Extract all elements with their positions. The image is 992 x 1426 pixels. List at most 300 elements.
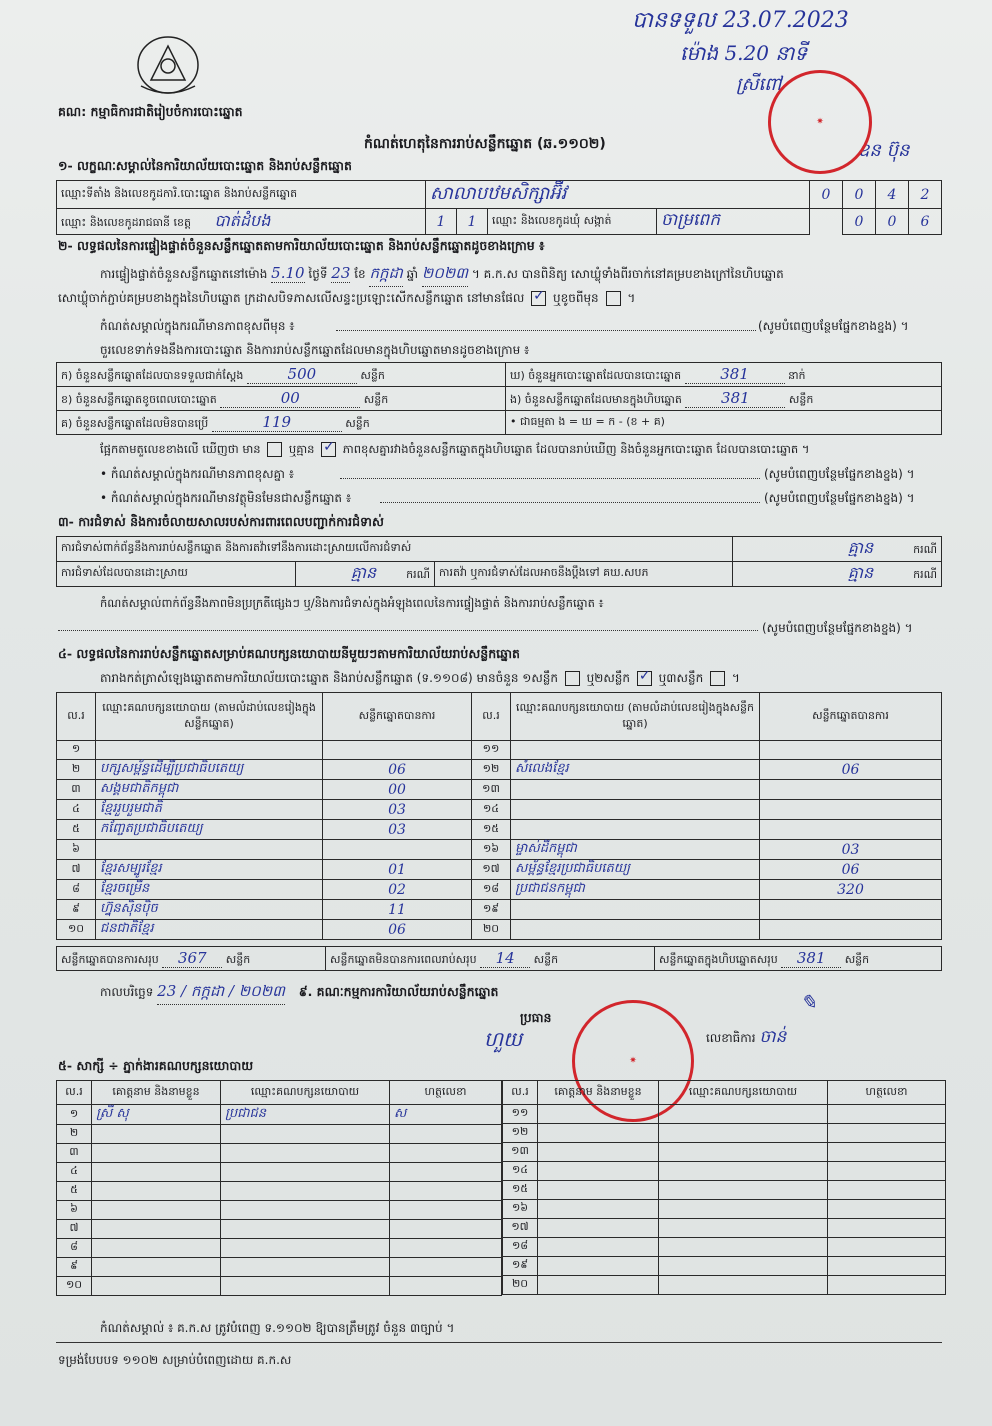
section3-heading: ៣- ការជំទាស់ និងការចំលាយសាលរបស់ការពារពេលបញ្ជាក់ការជំទាស់ bbox=[58, 514, 384, 529]
witness-party[interactable] bbox=[221, 1182, 390, 1201]
witness-party[interactable] bbox=[659, 1162, 828, 1181]
party-name: ខ្មែរសម្បូរខ្មែរ bbox=[96, 860, 323, 880]
witness-party[interactable] bbox=[221, 1125, 390, 1144]
day-label: ថ្ងៃទី bbox=[308, 267, 328, 281]
witness-party[interactable] bbox=[221, 1163, 390, 1182]
row-number: ១៥ bbox=[503, 1181, 538, 1200]
in-box-label: ង) ចំនួនសន្លឹកឆ្នោតដែលមានក្នុងហិបឆ្នោត bbox=[510, 392, 682, 406]
seal-text: សោឃ្លុំចាក់ភ្ជាប់គម្របខាងក្នុងនៃហិបឆ្នោត ក្រដាសបិទភាសលើសន្ទះប្រឡោះសើកសន្លឹកឆ្នោត នៅមានផែល bbox=[58, 291, 525, 305]
party-name: ខ្មែររួបរួមជាតិ bbox=[96, 800, 323, 820]
unit-label: សន្លឹក bbox=[533, 952, 559, 966]
unit-label: សន្លឹក bbox=[788, 392, 814, 406]
site-code-digit: 0 bbox=[810, 181, 843, 209]
row-number: ១៨ bbox=[472, 880, 511, 900]
witness-party[interactable] bbox=[221, 1144, 390, 1163]
row-number: ៩ bbox=[57, 1258, 92, 1277]
party-name bbox=[511, 900, 760, 920]
witness-party[interactable] bbox=[659, 1276, 828, 1295]
difference-note-line[interactable] bbox=[336, 330, 756, 331]
site-value: សាលាបឋមសិក្សាអ៊ីវ bbox=[426, 181, 810, 209]
row-number: ៨ bbox=[57, 1239, 92, 1258]
witness-row bbox=[57, 1163, 502, 1182]
party-name bbox=[96, 840, 323, 860]
witness-signature[interactable] bbox=[390, 1201, 502, 1220]
emblem-icon bbox=[135, 34, 201, 96]
result-row bbox=[57, 800, 942, 820]
witness-table-left bbox=[56, 1080, 502, 1296]
witness-name[interactable] bbox=[92, 1258, 221, 1277]
date-value: 23 / កក្កដា / ២០២៣ bbox=[157, 982, 285, 1005]
col-no: ល.រ bbox=[503, 1081, 538, 1105]
party-name: ជនជាតិខ្មែរ bbox=[96, 920, 323, 940]
received-date: បានទទួល 23.07.2023 bbox=[632, 8, 849, 33]
party-name bbox=[511, 780, 760, 800]
party-name: កញ្ចែតប្រជាធិបតេយ្យ bbox=[96, 820, 323, 840]
three-sheet-checkbox[interactable] bbox=[710, 671, 725, 686]
witness-row bbox=[57, 1201, 502, 1220]
row-number: ២ bbox=[57, 1125, 92, 1144]
result-row bbox=[57, 860, 942, 880]
row-number: ១៣ bbox=[503, 1143, 538, 1162]
col-no: ល.រ bbox=[472, 693, 511, 741]
row-number: ៧ bbox=[57, 860, 96, 880]
verification-rest: ។ គ.ក.ស បានពិនិត្យ សោឃ្លុំទាំងពីរចាក់នៅគម្របខាងក្រៅនៃហិបឆ្នោត bbox=[471, 267, 784, 281]
witness-name[interactable] bbox=[538, 1124, 659, 1143]
row-number: ១៧ bbox=[503, 1219, 538, 1238]
result-row bbox=[57, 820, 942, 840]
discrepancy-no-checkbox[interactable] bbox=[321, 442, 336, 457]
witness-row bbox=[503, 1219, 946, 1238]
party-votes: 03 bbox=[760, 840, 942, 860]
sheet-count-line: តារាងកត់ត្រាសំឡេងឆ្នោតតាមការិយាល័យបោះឆ្នោត និងរាប់សន្លឹកឆ្នោត (ទ.១១០៨) មានចំនួន ១សន្លឹក ឬ២សន្លឹក ✓ ឬ៣សន្លឹក ។ bbox=[100, 670, 740, 688]
witness-signature[interactable] bbox=[390, 1258, 502, 1277]
resolved-label: ការជំទាស់ដែលបានដោះស្រាយ bbox=[57, 562, 296, 587]
section4-heading: ៤- លទ្ធផលនៃការរាប់សន្លឹកឆ្នោតសម្រាប់គណបក្សនយោបាយនីមួយៗតាមការិយាល័យរាប់សន្លឹកឆ្នោត bbox=[58, 646, 520, 661]
site-code-digit: 4 bbox=[876, 181, 909, 209]
irregularity-note-line[interactable] bbox=[58, 630, 758, 631]
party-name: បក្សសម្ព័ន្ធដើម្បីប្រជាធិបតេយ្យ bbox=[96, 760, 323, 780]
date-label: កាលបរិច្ឆេទ bbox=[100, 985, 154, 999]
row-number: ១៥ bbox=[472, 820, 511, 840]
difference-note-label: កំណត់សម្គាល់ក្នុងករណីមានភាពខុសពីមុន ៖ bbox=[100, 319, 295, 333]
unit-label: សន្លឹក bbox=[360, 368, 385, 382]
province-value: បាត់ដំបង bbox=[214, 210, 271, 230]
counting-committee-label: ៩. គណៈកម្មការការិយាល័យរាប់សន្លឹកឆ្នោត bbox=[298, 984, 499, 999]
witness-row bbox=[503, 1143, 946, 1162]
row-number: ១ bbox=[57, 1105, 92, 1125]
total-valid-label: សន្លឹកឆ្នោតបានការសរុប bbox=[61, 952, 159, 966]
footnote: កំណត់សម្គាល់ ៖ គ.ក.ស ត្រូវបំពេញ ទ.១១០២ ឱ្យបានត្រឹមត្រូវ ចំនួន ៣ច្បាប់ ។ bbox=[100, 1321, 455, 1335]
complaints-table bbox=[56, 536, 942, 587]
spoiled-value: 00 bbox=[220, 389, 360, 408]
official-stamp-bottom: ✷ bbox=[572, 1000, 694, 1122]
col-votes: សន្លឹកឆ្នោតបានការ bbox=[760, 693, 942, 741]
one-sheet-checkbox[interactable] bbox=[565, 671, 580, 686]
voters-label: ឃ) ចំនួនអ្នកបោះឆ្នោតដែលបានបោះឆ្នោត bbox=[510, 368, 682, 382]
witness-signature[interactable] bbox=[828, 1257, 946, 1276]
row-number: ១២ bbox=[503, 1124, 538, 1143]
commune-label: ឈ្មោះ និងលេខកូដឃុំ សង្កាត់ bbox=[488, 209, 657, 235]
voters-value: 381 bbox=[685, 365, 785, 384]
witness-row bbox=[503, 1276, 946, 1295]
witness-party[interactable]: ប្រជាជន bbox=[221, 1105, 390, 1125]
col-party: ឈ្មោះគណបក្សនយោបាយ bbox=[221, 1081, 390, 1105]
witness-party[interactable] bbox=[659, 1181, 828, 1200]
seal-line: សោឃ្លុំចាក់ភ្ជាប់គម្របខាងក្នុងនៃហិបឆ្នោត ក្រដាសបិទភាសលើសន្ទះប្រឡោះសើកសន្លឹកឆ្នោត នៅមានផែល ✓ ឬខូចពីមុន ។ bbox=[58, 290, 635, 308]
witness-row bbox=[503, 1200, 946, 1219]
witness-signature[interactable] bbox=[828, 1124, 946, 1143]
witness-party[interactable] bbox=[659, 1257, 828, 1276]
total-invalid-label: សន្លឹកឆ្នោតមិនបានការពេលរាប់សរុប bbox=[330, 952, 477, 966]
section5-heading: ៥- សាក្សី ÷ ភ្នាក់ងារគណបក្សនយោបាយ bbox=[58, 1058, 254, 1073]
in-box-value: 381 bbox=[685, 389, 785, 408]
witness-name[interactable] bbox=[538, 1105, 659, 1124]
province-label: ឈ្មោះ និងលេខកូដរាជធានី ខេត្ត bbox=[61, 215, 191, 229]
witness-row bbox=[57, 1125, 502, 1144]
site-code-digit: 0 bbox=[843, 181, 876, 209]
party-votes: 00 bbox=[323, 780, 472, 800]
witness-signature[interactable] bbox=[390, 1220, 502, 1239]
fill-back-note: (សូមបំពេញបន្ថែមផ្នែកខាងខ្នង) ។ bbox=[758, 319, 909, 333]
witness-signature[interactable]: ស bbox=[390, 1105, 502, 1125]
witness-signature[interactable] bbox=[828, 1276, 946, 1295]
witness-row bbox=[503, 1238, 946, 1257]
witness-party[interactable] bbox=[221, 1258, 390, 1277]
witness-table-right bbox=[502, 1080, 946, 1295]
witness-signature[interactable] bbox=[390, 1182, 502, 1201]
party-name: សង្គមជាតិកម្ពុជា bbox=[96, 780, 323, 800]
party-votes: 11 bbox=[323, 900, 472, 920]
day-value: 23 bbox=[331, 264, 351, 282]
witness-party[interactable] bbox=[659, 1124, 828, 1143]
row-number: ៦ bbox=[57, 1201, 92, 1220]
party-votes: 06 bbox=[323, 760, 472, 780]
col-name: គោត្តនាម និងនាមខ្លួន bbox=[538, 1081, 659, 1105]
witness-signature[interactable] bbox=[828, 1181, 946, 1200]
row-number: ៦ bbox=[57, 840, 96, 860]
witness-name[interactable] bbox=[538, 1257, 659, 1276]
witness-party[interactable] bbox=[221, 1277, 390, 1296]
row-number: ៧ bbox=[57, 1220, 92, 1239]
fill-back-note: (សូមបំពេញបន្ថែមផ្នែកខាងខ្នង) ។ bbox=[762, 621, 913, 635]
counts-table bbox=[56, 362, 942, 435]
unit-label: សន្លឹក bbox=[844, 952, 870, 966]
party-votes bbox=[760, 780, 942, 800]
bullet-foreign-line[interactable] bbox=[380, 502, 760, 503]
witness-signature[interactable] bbox=[828, 1200, 946, 1219]
witness-name[interactable] bbox=[92, 1182, 221, 1201]
witness-signature[interactable] bbox=[390, 1163, 502, 1182]
party-votes: 02 bbox=[323, 880, 472, 900]
month-value: កក្កដា bbox=[369, 264, 402, 287]
witness-row bbox=[503, 1105, 946, 1124]
party-name: ប្រជាជនកម្ពុជា bbox=[511, 880, 760, 900]
party-votes: 01 bbox=[323, 860, 472, 880]
row-number: ១៤ bbox=[472, 800, 511, 820]
witness-name[interactable] bbox=[538, 1162, 659, 1181]
witness-party[interactable] bbox=[659, 1143, 828, 1162]
witness-row bbox=[503, 1257, 946, 1276]
formula: • ជាធម្មតា ង = ឃ = ក - (ខ + គ) bbox=[506, 411, 942, 435]
witness-name[interactable] bbox=[92, 1239, 221, 1258]
col-party: ឈ្មោះគណបក្សនយោបាយ (តាមលំដាប់លេខរៀងក្នុងសន្លឹកឆ្នោត) bbox=[511, 693, 760, 741]
witness-row bbox=[57, 1220, 502, 1239]
bullet-difference-line[interactable] bbox=[340, 478, 760, 479]
witness-signature[interactable] bbox=[828, 1219, 946, 1238]
receiver-signature-2: ឧន ប៊ុន bbox=[858, 140, 910, 161]
party-name: ហ្វ៊ុនស៊ិនប៉ិច bbox=[96, 900, 323, 920]
witness-signature[interactable] bbox=[828, 1143, 946, 1162]
verification-time-label: ការផ្ទៀងផ្ទាត់ចំនួនសន្លឹកឆ្នោតនៅម៉ោង bbox=[100, 267, 268, 281]
three-sheet-label: ឬ៣សន្លឹក bbox=[658, 671, 704, 685]
witness-row bbox=[57, 1277, 502, 1296]
case-label: ករណី bbox=[913, 543, 937, 556]
commune-code-digit: 0 bbox=[843, 209, 876, 235]
row-number: ១ bbox=[57, 741, 96, 760]
row-number: ១៤ bbox=[503, 1162, 538, 1181]
result-row bbox=[57, 760, 942, 780]
result-row bbox=[57, 840, 942, 860]
party-name: ខ្មែរចម្រើន bbox=[96, 880, 323, 900]
totals-table bbox=[56, 946, 942, 971]
case-label: ករណី bbox=[406, 568, 430, 581]
total-box-value: 381 bbox=[781, 949, 841, 968]
province-code-digit: 1 bbox=[426, 209, 457, 235]
col-no: ល.រ bbox=[57, 1081, 92, 1105]
receiver-signature: ស្រីពៅ bbox=[736, 74, 782, 95]
row-number: ១១ bbox=[472, 741, 511, 760]
row-number: ១០ bbox=[57, 1277, 92, 1296]
total-invalid-value: 14 bbox=[480, 949, 530, 968]
fill-back-note: (សូមបំពេញបន្ថែមផ្នែកខាងខ្នង) ។ bbox=[764, 491, 915, 505]
secretary-mark: ✎ bbox=[800, 990, 817, 1014]
two-sheet-label: ឬ២សន្លឹក bbox=[586, 671, 631, 685]
witness-party[interactable] bbox=[221, 1239, 390, 1258]
section1-heading: ១- លក្ខណៈសម្គាល់នៃការិយាល័យបោះឆ្នោត និងរាប់សន្លឹកឆ្នោត bbox=[58, 158, 352, 173]
bullet-difference: • កំណត់សម្គាល់ក្នុងករណីមានភាពខុសគ្នា ៖ bbox=[100, 467, 295, 481]
party-votes: 06 bbox=[760, 860, 942, 880]
damaged-label: ឬខូចពីមុន bbox=[552, 291, 599, 305]
witness-signature[interactable] bbox=[828, 1162, 946, 1181]
row-number: ២០ bbox=[472, 920, 511, 940]
row-number: ៩ bbox=[57, 900, 96, 920]
numbers-intro: ចួរលេខទាក់ទងនឹងការបោះឆ្នោត និងការរាប់សន្លឹកឆ្នោតដែលមានក្នុងហិបឆ្នោតមានដូចខាងក្រោម ៖ bbox=[100, 343, 530, 357]
party-votes: 06 bbox=[760, 760, 942, 780]
result-row bbox=[57, 920, 942, 940]
commune-code-digit: 0 bbox=[876, 209, 909, 235]
row-number: ៤ bbox=[57, 800, 96, 820]
discrepancy-line bbox=[100, 442, 809, 459]
party-name: សំលេងខ្មែរ bbox=[511, 760, 760, 780]
witness-party[interactable] bbox=[659, 1219, 828, 1238]
row-number: ១៨ bbox=[503, 1238, 538, 1257]
result-row bbox=[57, 780, 942, 800]
discrepancy-label: ផ្អែកតាមតួលេខខាងលើ ឃើញថា មាន bbox=[100, 442, 261, 456]
party-votes: 03 bbox=[323, 800, 472, 820]
row-number: ១២ bbox=[472, 760, 511, 780]
witness-name[interactable]: ស្រី សុ bbox=[92, 1105, 221, 1125]
party-votes bbox=[760, 741, 942, 760]
secretary-label: លេខាធិការ bbox=[706, 1031, 756, 1045]
unused-value: 119 bbox=[212, 413, 342, 432]
witness-name[interactable] bbox=[92, 1144, 221, 1163]
witness-party[interactable] bbox=[221, 1201, 390, 1220]
year-label: ឆ្នាំ bbox=[406, 267, 419, 281]
total-box-label: សន្លឹកឆ្នោតក្នុងហិបឆ្នោតសរុប bbox=[659, 952, 778, 966]
party-votes bbox=[760, 920, 942, 940]
witness-signature[interactable] bbox=[390, 1277, 502, 1296]
witness-signature[interactable] bbox=[828, 1105, 946, 1124]
witness-row bbox=[503, 1162, 946, 1181]
unit-label: សន្លឹក bbox=[345, 416, 370, 430]
row-number: ២០ bbox=[503, 1276, 538, 1295]
witness-name[interactable] bbox=[92, 1201, 221, 1220]
row-number: ១៩ bbox=[503, 1257, 538, 1276]
party-votes bbox=[760, 820, 942, 840]
col-party: ឈ្មោះគណបក្សនយោបាយ (តាមលំដាប់លេខរៀងក្នុងសន្លឹកឆ្នោត) bbox=[96, 693, 323, 741]
witness-signature[interactable] bbox=[390, 1239, 502, 1258]
row-number: ៥ bbox=[57, 1182, 92, 1201]
footer-divider bbox=[56, 1342, 942, 1343]
witness-party[interactable] bbox=[659, 1200, 828, 1219]
secretary-line bbox=[706, 1026, 786, 1051]
witness-signature[interactable] bbox=[828, 1238, 946, 1257]
party-votes bbox=[760, 900, 942, 920]
witness-name[interactable] bbox=[92, 1277, 221, 1296]
site-code-digit: 2 bbox=[909, 181, 942, 209]
party-votes: 320 bbox=[760, 880, 942, 900]
form-note: ទម្រង់បែបបទ ១១០២ សម្រាប់បំពេញដោយ គ.ក.ស bbox=[58, 1353, 292, 1367]
province-code-digit: 1 bbox=[457, 209, 488, 235]
unit-label: នាក់ bbox=[788, 368, 806, 382]
witness-row bbox=[57, 1239, 502, 1258]
party-name bbox=[511, 820, 760, 840]
official-stamp-top: ✷ bbox=[768, 70, 872, 174]
party-name bbox=[511, 920, 760, 940]
chairman-label: ប្រធាន bbox=[520, 1010, 552, 1025]
party-votes bbox=[323, 840, 472, 860]
witness-name[interactable] bbox=[538, 1219, 659, 1238]
row-number: ២ bbox=[57, 760, 96, 780]
party-name bbox=[96, 741, 323, 760]
party-name: ម្ចាស់ដីកម្ពុជា bbox=[511, 840, 760, 860]
witness-row bbox=[57, 1258, 502, 1277]
col-sign: ហត្ថលេខា bbox=[828, 1081, 946, 1105]
row-number: ១៦ bbox=[503, 1200, 538, 1219]
row-number: ១៦ bbox=[472, 840, 511, 860]
commune-code-digit: 6 bbox=[909, 209, 942, 235]
col-name: គោត្តនាម និងនាមខ្លួន bbox=[92, 1081, 221, 1105]
witness-party[interactable] bbox=[659, 1105, 828, 1124]
year-value: ២០២៣ bbox=[422, 264, 468, 287]
witness-name[interactable] bbox=[92, 1220, 221, 1239]
witness-name[interactable] bbox=[92, 1125, 221, 1144]
witness-name[interactable] bbox=[538, 1276, 659, 1295]
row-number: ៨ bbox=[57, 880, 96, 900]
row-number: ៣ bbox=[57, 780, 96, 800]
col-sign: ហត្ថលេខា bbox=[390, 1081, 502, 1105]
sheet-count-label: តារាងកត់ត្រាសំឡេងឆ្នោតតាមការិយាល័យបោះឆ្នោត និងរាប់សន្លឹកឆ្នោត (ទ.១១០៨) មានចំនួន ១សន្លឹក bbox=[100, 671, 558, 685]
bullet-foreign: • កំណត់សម្គាល់ក្នុងករណីមានវត្ថុមិនមែនជាសន្លឹកឆ្នោត ៖ bbox=[100, 491, 352, 505]
witness-name[interactable] bbox=[538, 1181, 659, 1200]
site-label: ឈ្មោះទីតាំង និងលេខកូដការិ.បោះឆ្នោត និងរាប់សន្លឹកឆ្នោត bbox=[57, 181, 426, 209]
complaint-label: ការជំទាស់ពាក់ព័ន្ធនឹងការរាប់សន្លឹកឆ្នោត និងការតវ៉ាទៅនឹងការដោះស្រាយលើការជំទាស់ bbox=[57, 537, 733, 562]
row-number: ១០ bbox=[57, 920, 96, 940]
witness-row bbox=[503, 1181, 946, 1200]
witness-signature[interactable] bbox=[390, 1144, 502, 1163]
verification-line bbox=[100, 264, 784, 287]
results-table bbox=[56, 692, 942, 940]
appeal-value: គ្មាន bbox=[847, 563, 874, 582]
row-number: ១១ bbox=[503, 1105, 538, 1124]
result-row bbox=[57, 880, 942, 900]
witness-name[interactable] bbox=[538, 1238, 659, 1257]
damaged-checkbox[interactable] bbox=[606, 291, 621, 306]
month-label: ខែ bbox=[354, 267, 366, 281]
two-sheet-checkbox[interactable] bbox=[637, 671, 652, 686]
witness-name[interactable] bbox=[538, 1200, 659, 1219]
document-title: កំណត់ហេតុនៃការរាប់សន្លឹកឆ្នោត (ឆ.១១០២) bbox=[364, 136, 606, 152]
party-name bbox=[511, 741, 760, 760]
result-row bbox=[57, 741, 942, 760]
spoiled-label: ខ) ចំនួនសន្លឹកឆ្នោតខូចពេលបោះឆ្នោត bbox=[61, 392, 217, 406]
witness-row bbox=[57, 1105, 502, 1125]
party-name: សម្ព័ន្ធខ្មែរប្រជាធិបតេយ្យ bbox=[511, 860, 760, 880]
witness-party[interactable] bbox=[221, 1220, 390, 1239]
resolved-value: គ្មាន bbox=[350, 563, 377, 582]
date-line bbox=[100, 982, 498, 1005]
col-votes: សន្លឹកឆ្នោតបានការ bbox=[323, 693, 472, 741]
fill-back-note: (សូមបំពេញបន្ថែមផ្នែកខាងខ្នង) ។ bbox=[764, 467, 915, 481]
discrepancy-yes-checkbox[interactable] bbox=[267, 442, 282, 457]
discrepancy-no-label: ឬគ្មាន bbox=[288, 442, 315, 456]
party-votes bbox=[760, 800, 942, 820]
witness-row bbox=[57, 1144, 502, 1163]
received-time: ម៉ោង 5.20 នាទី bbox=[680, 41, 808, 65]
party-votes: 06 bbox=[323, 920, 472, 940]
discrepancy-text: ភាពខុសគ្នារវាងចំនួនសន្លឹកឆ្នោតក្នុងហិបឆ្នោត ដែលបានរាប់ឃើញ និងចំនួនអ្នកបោះឆ្នោត ដែលបានបោះឆ្នោត ។ bbox=[342, 442, 810, 456]
committee-name: គណ: កម្មាធិការជាតិរៀបចំការបោះឆ្នោត bbox=[58, 104, 243, 119]
received-label: ក) ចំនួនសន្លឹកឆ្នោតដែលបានទទួលជាក់ស្តែង bbox=[61, 368, 244, 382]
row-number: ៣ bbox=[57, 1144, 92, 1163]
party-votes: 03 bbox=[323, 820, 472, 840]
witness-name[interactable] bbox=[538, 1143, 659, 1162]
secretary-signature: ចាន់ bbox=[759, 1027, 787, 1047]
row-number: ៥ bbox=[57, 820, 96, 840]
irregularity-note: កំណត់សម្គាល់ពាក់ព័ន្ធនឹងភាពមិនប្រក្រតីផ្សេងៗ ឬ/និងការជំទាស់ក្នុងអំឡុងពេលនៃការផ្ទៀងផ្ទាត់ និងការរាប់សន្លឹកឆ្នោត ៖ bbox=[100, 596, 604, 610]
received-value: 500 bbox=[247, 365, 357, 384]
case-label: ករណី bbox=[913, 568, 937, 581]
appeal-label: ការតវ៉ា ឬការជំទាស់ដែលអាចនឹងប្តឹងទៅ គឃ.សបភ bbox=[435, 562, 733, 587]
commune-value: ចាម្រពេក bbox=[657, 209, 810, 235]
unit-label: សន្លឹក bbox=[225, 952, 251, 966]
witness-party[interactable] bbox=[659, 1238, 828, 1257]
total-valid-value: 367 bbox=[162, 949, 222, 968]
row-number: ១៣ bbox=[472, 780, 511, 800]
witness-name[interactable] bbox=[92, 1163, 221, 1182]
intact-checkbox[interactable] bbox=[531, 291, 546, 306]
section1-table bbox=[56, 180, 942, 235]
witness-signature[interactable] bbox=[390, 1125, 502, 1144]
row-number: ១៩ bbox=[472, 900, 511, 920]
row-number: ៤ bbox=[57, 1163, 92, 1182]
col-no: ល.រ bbox=[57, 693, 96, 741]
witness-row bbox=[503, 1124, 946, 1143]
verification-time: 5.10 bbox=[271, 264, 305, 282]
result-row bbox=[57, 900, 942, 920]
chairman-signature: ហួយ bbox=[484, 1027, 523, 1051]
party-votes bbox=[323, 741, 472, 760]
